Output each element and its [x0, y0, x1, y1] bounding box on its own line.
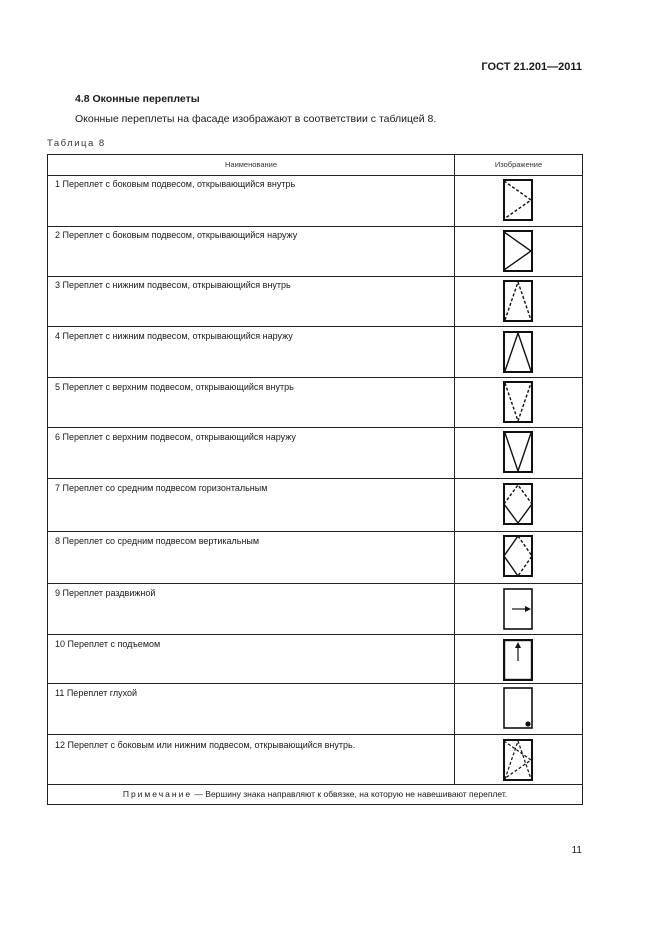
section-title: 4.8 Оконные переплеты — [75, 93, 200, 105]
table-row-label: 2 Переплет с боковым подвесом, открывающийся наружу — [55, 230, 298, 240]
row-divider — [48, 634, 582, 635]
table-row-label: 4 Переплет с нижним подвесом, открывающийся наружу — [55, 331, 293, 341]
tilt-and-turn-icon — [503, 739, 533, 781]
row-divider — [48, 531, 582, 532]
row-divider — [48, 583, 582, 584]
bottom-hinge-inward-icon — [503, 280, 533, 322]
center-horizontal-pivot-icon — [503, 483, 533, 525]
table-row-label: 6 Переплет с верхним подвесом, открывающийся наружу — [55, 432, 296, 442]
row-divider — [48, 427, 582, 428]
page-number: 11 — [571, 845, 582, 856]
table-row-label: 10 Переплет с подъемом — [55, 639, 161, 649]
top-hinge-outward-icon — [503, 431, 533, 473]
table-row-label: 12 Переплет с боковым или нижним подвесом, открывающийся внутрь. — [55, 740, 356, 750]
document-code: ГОСТ 21.201—2011 — [481, 61, 582, 73]
table-row-label: 9 Переплет раздвижной — [55, 588, 156, 598]
table-row-label: 5 Переплет с верхним подвесом, открывающийся внутрь — [55, 382, 294, 392]
windows-table — [47, 154, 583, 805]
table-row-label: 8 Переплет со средним подвесом вертикальным — [55, 536, 260, 546]
row-divider — [48, 326, 582, 327]
row-divider — [48, 683, 582, 684]
table-row-label: 7 Переплет со средним подвесом горизонтальным — [55, 483, 268, 493]
table-note — [48, 784, 582, 804]
table-row-label: 3 Переплет с нижним подвесом, открывающийся внутрь — [55, 280, 291, 290]
section-text: Оконные переплеты на фасаде изображают в соответствии с таблицей 8. — [75, 113, 437, 125]
row-divider — [48, 226, 582, 227]
lifting-sash-icon — [503, 639, 533, 681]
side-hinge-outward-icon — [503, 230, 533, 272]
column-divider — [454, 155, 455, 784]
row-divider — [48, 478, 582, 479]
table-row-label: 1 Переплет с боковым подвесом, открывающийся внутрь — [55, 179, 296, 189]
row-divider — [48, 377, 582, 378]
column-header-image: Изображение — [494, 160, 543, 169]
table-caption: Таблица 8 — [47, 138, 106, 149]
side-hinge-inward-icon — [503, 179, 533, 221]
sliding-sash-icon — [503, 588, 533, 630]
row-divider — [48, 276, 582, 277]
top-hinge-inward-icon — [503, 381, 533, 423]
note-text: — Вершину знака направляют к обвязке, на которую не навешивают переплет. — [192, 789, 508, 799]
row-divider — [48, 175, 582, 176]
center-vertical-pivot-icon — [503, 535, 533, 577]
bottom-hinge-outward-icon — [503, 331, 533, 373]
row-divider — [48, 734, 582, 735]
table-row-label: 11 Переплет глухой — [55, 688, 138, 698]
fixed-sash-icon — [503, 687, 533, 729]
note-label: Примечание — [122, 789, 193, 799]
column-header-name: Наименование — [225, 160, 277, 169]
